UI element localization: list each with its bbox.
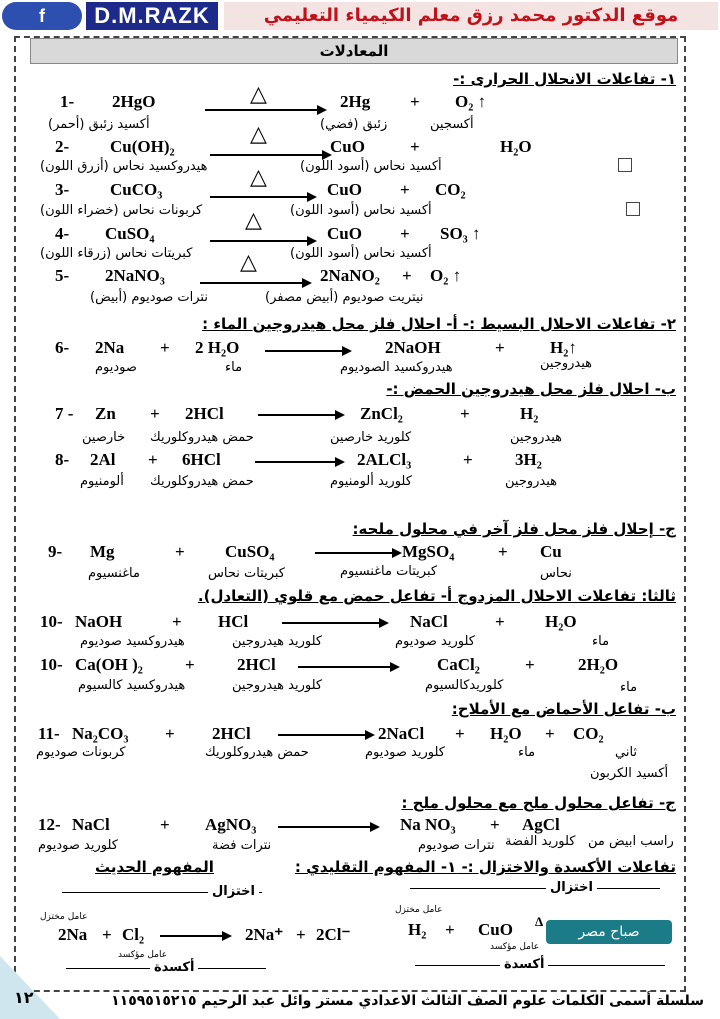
eq-product: 2Hg <box>340 92 371 111</box>
reaction-arrow <box>278 826 378 828</box>
eq-product: H₂↑ <box>550 338 577 357</box>
agent-label: عامل مؤكسد <box>118 950 168 960</box>
eq-product: Cu <box>540 542 562 561</box>
checkbox[interactable] <box>618 158 632 172</box>
reaction-arrow <box>255 461 343 463</box>
eq-reactant: Cu(OH)₂ <box>110 137 175 156</box>
eq-product: H₂ <box>520 404 539 423</box>
eq-product: 2NaNO₂ <box>320 266 380 285</box>
heat-icon: △ <box>250 122 267 147</box>
eq-name: أكسيد نحاس (أسود اللون) <box>300 159 442 174</box>
eq-number: 1- <box>60 92 75 111</box>
redox-reactant: H₂ <box>408 920 427 939</box>
eq-plus: + <box>150 404 160 423</box>
section-heading-2c: ج- إحلال فلز محل فلز آخر في محلول ملحه: <box>352 520 676 538</box>
eq-number: 12- <box>38 815 61 834</box>
eq-reactant: 2HgO <box>112 92 156 111</box>
redox-product: 2Na⁺ <box>245 925 284 944</box>
eq-name: راسب ابيض من <box>588 834 674 849</box>
eq-name: كلوريد الفضة <box>505 834 576 849</box>
eq-plus: + <box>175 542 185 561</box>
eq-product: ZnCl₂ <box>360 404 403 423</box>
agent-label: عامل مؤكسد <box>490 942 540 952</box>
eq-name: كلوريد هيدروجين <box>232 678 323 693</box>
eq-reactant: CuCO₃ <box>110 180 163 199</box>
eq-product: H₂O <box>545 612 577 631</box>
eq-product: Na NO₃ <box>400 815 456 834</box>
footer-text: سلسلة أسمى الكلمات علوم الصف الثالث الاعدادي مستر وائل عبد الرحيم ١١٥٩٥١٥٢١٥ <box>111 993 704 1009</box>
section-heading-4b: المفهوم الحديث <box>95 858 214 876</box>
eq-number: 5- <box>55 266 70 285</box>
reaction-arrow <box>278 734 373 736</box>
eq-name: حمض هيدروكلوريك <box>150 430 254 445</box>
eq-plus: + <box>410 92 420 111</box>
agent-label: عامل مختزل <box>395 905 443 915</box>
eq-name: كبريتات ماغنسيوم <box>340 564 438 579</box>
reaction-arrow <box>200 282 310 284</box>
eq-product: 2NaCl <box>378 724 425 743</box>
eq-plus: + <box>148 450 158 469</box>
eq-number: 7 - <box>55 404 74 423</box>
agent-label: عامل مختزل <box>40 912 88 922</box>
redox-reactant: Cl₂ <box>122 925 145 944</box>
eq-plus: + <box>455 724 465 743</box>
eq-reactant: Mg <box>90 542 115 561</box>
eq-product: NaCl <box>410 612 448 631</box>
eq-name: نترات فضة <box>212 838 272 853</box>
redox-reactant: CuO <box>478 920 513 939</box>
eq-name: هيدروكسيد كالسيوم <box>78 678 186 693</box>
eq-reactant: Ca(OH )₂ <box>75 655 143 674</box>
eq-name: كبريتات نحاس (زرقاء اللون) <box>40 246 193 261</box>
eq-name: حمض هيدروكلوريك <box>150 474 254 489</box>
eq-plus: + <box>495 612 505 631</box>
eq-product: 2H₂O <box>578 655 619 674</box>
eq-reactant: CuSO₄ <box>105 224 155 243</box>
eq-name: كلوريد خارصين <box>330 430 412 445</box>
eq-name: كلوريدكالسيوم <box>425 678 504 693</box>
eq-plus: + <box>445 920 455 939</box>
eq-name: كربونات نحاس (خضراء اللون) <box>40 203 203 218</box>
eq-reactant: NaOH <box>75 612 123 631</box>
eq-name: نيتريت صوديوم (أبيض مصفر) <box>265 290 424 305</box>
reaction-arrow <box>315 552 400 554</box>
checkbox[interactable] <box>626 202 640 216</box>
eq-plus: + <box>402 266 412 285</box>
eq-name: ماء <box>518 745 536 760</box>
eq-reactant: CuSO₄ <box>225 542 275 561</box>
eq-name: هيدروجين <box>540 356 593 371</box>
eq-reactant: 2Na <box>95 338 125 357</box>
reduction-label: اختزال <box>208 884 259 899</box>
reaction-arrow <box>265 350 350 352</box>
section-heading-2: ٢- تفاعلات الاحلال البسيط :- أ- احلال فلز محل هيدروجين الماء : <box>202 315 676 333</box>
eq-plus: + <box>102 925 112 944</box>
section-heading-1: ١- تفاعلات الانحلال الحرارى :- <box>453 70 676 88</box>
eq-reactant: HCl <box>218 612 249 631</box>
eq-number: 11- <box>38 724 60 743</box>
eq-product: H₂O <box>490 724 522 743</box>
redox-reactant: 2Na <box>58 925 88 944</box>
eq-reactant: NaCl <box>72 815 110 834</box>
eq-name: ألومنيوم <box>80 474 124 489</box>
eq-plus: + <box>400 180 410 199</box>
eq-name: صوديوم <box>95 360 137 375</box>
facebook-icon[interactable]: f <box>2 2 82 30</box>
eq-plus: + <box>545 724 555 743</box>
section-heading-3b: ب- تفاعل الأحماض مع الأملاح: <box>451 700 676 718</box>
eq-product: 2ALCl₃ <box>357 450 412 469</box>
eq-product: SO₃ ↑ <box>440 224 481 243</box>
eq-plus: + <box>498 542 508 561</box>
heat-icon: △ <box>250 165 267 190</box>
heat-icon: △ <box>250 82 267 107</box>
reaction-arrow <box>258 414 343 416</box>
eq-name: هيدروجين <box>510 430 563 445</box>
eq-plus: + <box>463 450 473 469</box>
header-bar <box>0 0 720 34</box>
eq-name: زئبق (فضي) <box>320 117 388 132</box>
eq-plus: + <box>400 224 410 243</box>
eq-name: هيدروكسيد الصوديوم <box>340 360 453 375</box>
eq-name: هيدروكسيد صوديوم <box>80 634 185 649</box>
reaction-arrow <box>210 196 315 198</box>
eq-name: أكسيد نحاس (أسود اللون) <box>290 203 432 218</box>
eq-reactant: Zn <box>95 404 116 423</box>
eq-name: خارصين <box>82 430 126 445</box>
eq-number: 2- <box>55 137 70 156</box>
eq-name: أكسيد الكربون <box>590 766 669 781</box>
oxidation-label: أكسدة <box>150 960 198 975</box>
eq-plus: + <box>296 925 306 944</box>
reaction-arrow <box>282 622 387 624</box>
eq-name: هيدروكسيد نحاس (أزرق اللون) <box>40 159 208 174</box>
eq-product: AgCl <box>522 815 560 834</box>
section-heading-3c: ج- تفاعل محلول ملح مع محلول ملح : <box>401 794 676 812</box>
eq-name: أكسيد نحاس (أسود اللون) <box>290 246 432 261</box>
eq-plus: + <box>410 137 420 156</box>
eq-name: كلوريد هيدروجين <box>232 634 323 649</box>
reaction-arrow <box>205 109 325 111</box>
eq-reactant: 2 H₂O <box>195 338 240 357</box>
heat-icon: △ <box>245 208 262 233</box>
eq-product: MgSO₄ <box>402 542 455 561</box>
eq-product: H₂O <box>500 137 532 156</box>
section-heading-3: ثالثا: تفاعلات الاحلال المزدوج أ- تفاعل حمض مع قلوي (التعادل). <box>197 587 676 605</box>
eq-name: أكسيد زئبق (أحمر) <box>48 117 150 132</box>
eq-product: CaCl₂ <box>437 655 480 674</box>
eq-reactant: AgNO₃ <box>205 815 257 834</box>
eq-product: 3H₂ <box>515 450 542 469</box>
reaction-arrow <box>160 935 230 937</box>
eq-product: O₂ ↑ <box>430 266 462 285</box>
eq-name: نترات صوديوم <box>418 838 495 853</box>
eq-reactant: 2NaNO₃ <box>105 266 165 285</box>
eq-product: O₂ ↑ <box>455 92 487 111</box>
eq-plus: + <box>160 338 170 357</box>
eq-name: ماغنسيوم <box>88 566 140 581</box>
heat-icon: Δ <box>535 914 544 929</box>
eq-product: CO₂ <box>435 180 466 199</box>
page-number: ١٢ <box>14 988 34 1007</box>
brand-logo: D.M.RAZK <box>86 2 218 30</box>
eq-name: كلوريد صوديوم <box>395 634 475 649</box>
eq-name: نحاس <box>540 566 572 581</box>
eq-number: 10- <box>40 612 63 631</box>
section-heading-2b: ب- احلال فلز محل هيدروجين الحمض :- <box>386 380 676 398</box>
eq-number: 8- <box>55 450 70 469</box>
eq-plus: + <box>460 404 470 423</box>
reaction-arrow <box>298 666 398 668</box>
heat-icon: △ <box>240 250 257 275</box>
eq-name: كلوريد ألومنيوم <box>330 474 412 489</box>
reduction-line <box>410 888 660 890</box>
eq-product: CuO <box>327 224 362 243</box>
eq-number: 10- <box>40 655 63 674</box>
eq-name: حمض هيدروكلوريك <box>205 745 309 760</box>
eq-name: ماء <box>620 680 638 695</box>
eq-name: نترات صوديوم (أبيض) <box>90 290 208 305</box>
eq-product: CuO <box>330 137 365 156</box>
eq-name: كلوريد صوديوم <box>365 745 445 760</box>
eq-number: 3- <box>55 180 70 199</box>
eq-number: 4- <box>55 224 70 243</box>
eq-plus: + <box>490 815 500 834</box>
eq-plus: + <box>172 612 182 631</box>
eq-name: ماء <box>592 634 610 649</box>
eq-plus: + <box>165 724 175 743</box>
section-heading-4: تفاعلات الأكسدة والاختزال :- ١- المفهوم التقليدي : <box>294 858 676 876</box>
eq-product: CuO <box>327 180 362 199</box>
eq-number: 6- <box>55 338 70 357</box>
eq-name: ماء <box>225 360 243 375</box>
eq-reactant: 2HCl <box>237 655 276 674</box>
eq-reactant: 6HCl <box>182 450 221 469</box>
reaction-arrow <box>210 240 315 242</box>
page-title: المعادلات <box>30 38 678 64</box>
eq-reactant: 2Al <box>90 450 116 469</box>
reduction-label: اختزال <box>546 880 597 895</box>
oxidation-label: أكسدة <box>500 957 548 972</box>
eq-name: أكسجين <box>430 117 474 132</box>
eq-name: هيدروجين <box>505 474 558 489</box>
eq-product: 2NaOH <box>385 338 441 357</box>
eq-plus: + <box>160 815 170 834</box>
eq-plus: + <box>525 655 535 674</box>
reaction-arrow <box>210 154 330 156</box>
site-title: موقع الدكتور محمد رزق معلم الكيمياء التعليمي <box>224 2 718 30</box>
eq-plus: + <box>495 338 505 357</box>
eq-number: 9- <box>48 542 63 561</box>
eq-plus: + <box>185 655 195 674</box>
eq-reactant: Na₂CO₃ <box>72 724 129 743</box>
eq-name: ثاني <box>615 745 638 760</box>
eq-reactant: 2HCl <box>212 724 251 743</box>
eq-product: CO₂ <box>573 724 604 743</box>
eq-reactant: 2HCl <box>185 404 224 423</box>
watermark-logo: صباح مصر <box>546 920 672 944</box>
redox-product: 2Cl⁻ <box>316 925 351 944</box>
eq-name: كبريتات نحاس <box>208 566 285 581</box>
eq-name: كلوريد صوديوم <box>38 838 118 853</box>
eq-name: كربونات صوديوم <box>36 745 126 760</box>
